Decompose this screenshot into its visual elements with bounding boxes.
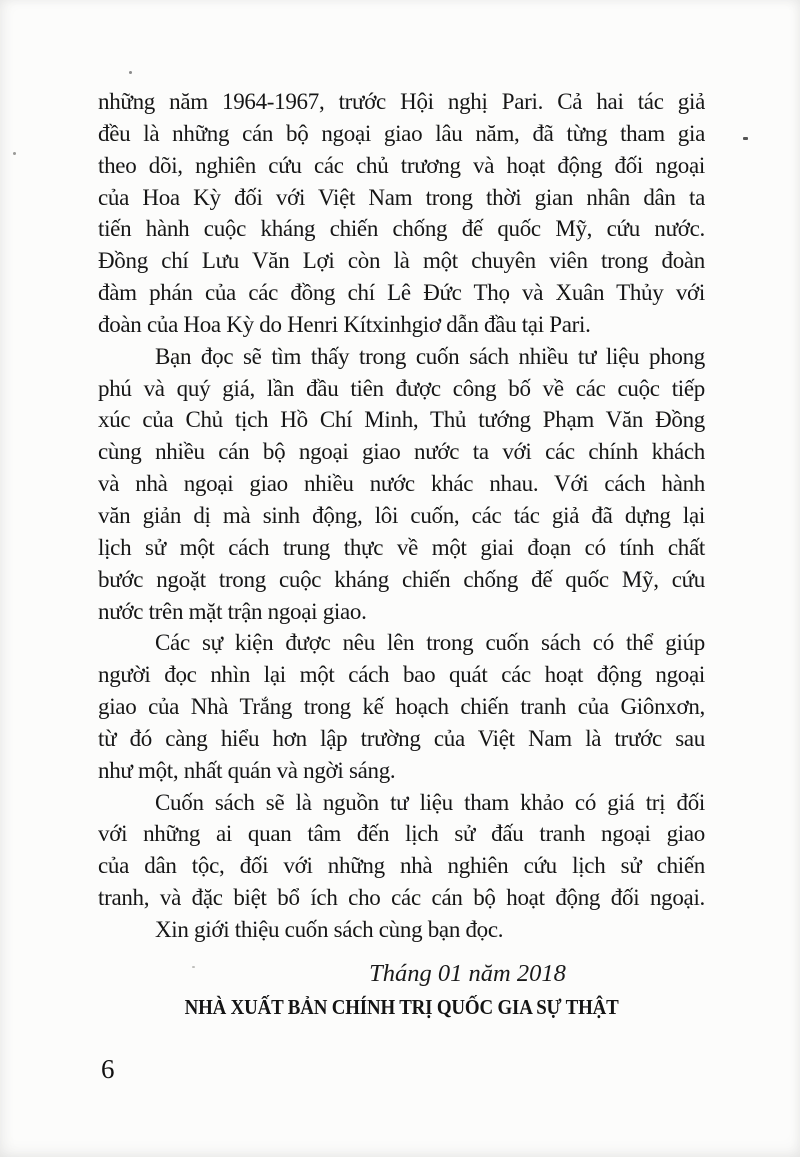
text-line: của dân tộc, đối với những nhà nghiên cứu lịch sử chiến [98,853,705,879]
text-line: như một, nhất quán và ngời sáng. [98,757,396,783]
text-line: người đọc nhìn lại một cách bao quát các hoạt động ngoại [98,662,705,688]
text-line: đều là những cán bộ ngoại giao lâu năm, đã từng tham gia [98,120,705,146]
page-number: 6 [101,1054,115,1084]
text-line: lịch sử một cách trung thực về một giai đoạn có tính chất [98,534,705,560]
text-line: đoàn của Hoa Kỳ do Henri Kítxinhgiơ dẫn đầu tại Pari. [98,311,591,337]
text-line: theo dõi, nghiên cứu các chủ trương và hoạt động đối ngoại [98,152,705,178]
text-line: giao của Nhà Trắng trong kế hoạch chiến tranh của Giônxơn, [98,694,705,720]
text-line: với những ai quan tâm đến lịch sử đấu tranh ngoại giao [98,821,705,847]
text-line: tiến hành cuộc kháng chiến chống đế quốc Mỹ, cứu nước. [98,216,705,242]
signature-block [98,960,705,1020]
text-line: và nhà ngoại giao nhiều nước khác nhau. Với cách hành [98,471,705,497]
text-line: xúc của Chủ tịch Hồ Chí Minh, Thủ tướng Phạm Văn Đồng [98,407,705,433]
publisher-name: NHÀ XUẤT BẢN CHÍNH TRỊ QUỐC GIA SỰ THẬT [184,995,619,1019]
text-line: Xin giới thiệu cuốn sách cùng bạn đọc. [155,916,504,942]
body-text [98,86,705,946]
text-line: những năm 1964-1967, trước Hội nghị Pari. Cả hai tác giả [98,89,705,114]
text-line: tranh, và đặc biệt bổ ích cho các cán bộ hoạt động đối ngoại. [98,885,705,911]
text-line: văn giản dị mà sinh động, lôi cuốn, các tác giả đã dựng lại [98,502,705,528]
text-line: phú và quý giá, lần đầu tiên được công bố về các cuộc tiếp [98,375,705,401]
text-line: cùng nhiều cán bộ ngoại giao nước ta với các chính khách [98,439,705,465]
text-line: từ đó càng hiểu hơn lập trường của Việt Nam là trước sau [98,725,705,751]
text-line: Các sự kiện được nêu lên trong cuốn sách có thể giúp [155,630,705,656]
scan-speck [13,152,16,155]
text-line: Bạn đọc sẽ tìm thấy trong cuốn sách nhiều tư liệu phong [155,343,705,369]
scan-speck [743,137,748,140]
text-line: Đồng chí Lưu Văn Lợi còn là một chuyên viên trong đoàn [98,248,705,274]
text-line: của Hoa Kỳ đối với Việt Nam trong thời gian nhân dân ta [98,184,705,210]
signature-date: Tháng 01 năm 2018 [369,960,566,987]
publisher-line [98,995,705,1020]
text-line: nước trên mặt trận ngoại giao. [98,598,367,624]
text-line: Cuốn sách sẽ là nguồn tư liệu tham khảo có giá trị đối [155,789,705,815]
text-line: đàm phán của các đồng chí Lê Đức Thọ và Xuân Thủy với [98,280,705,306]
scan-speck [129,71,132,74]
text-line: bước ngoặt trong cuộc kháng chiến chống đế quốc Mỹ, cứu [98,566,705,592]
